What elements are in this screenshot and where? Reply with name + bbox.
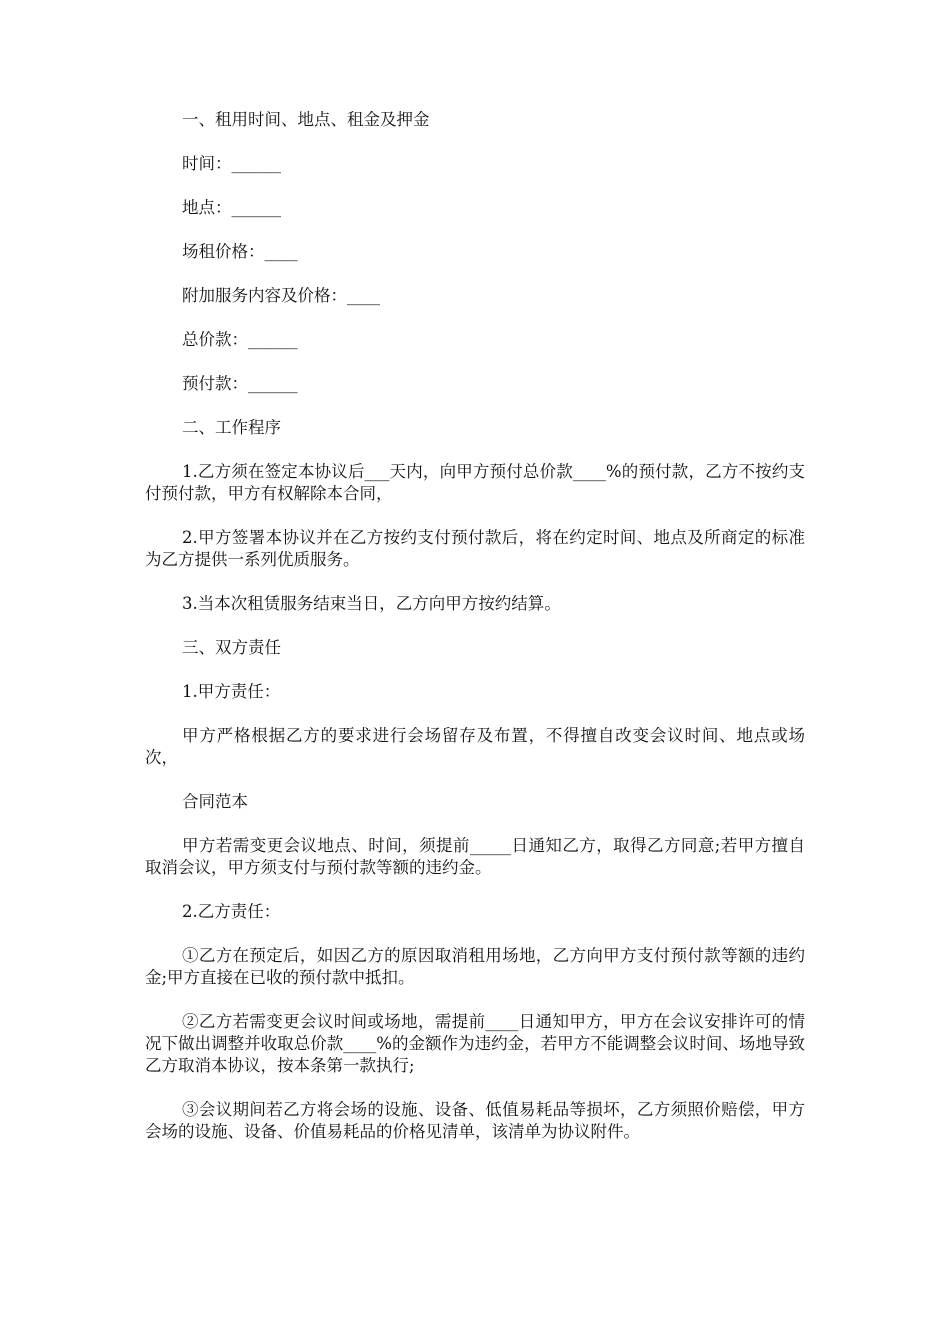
document-body (145, 109, 805, 1165)
field-prepayment: 预付款：______ (182, 374, 298, 393)
field-time: 时间：______ (182, 154, 281, 173)
procedure-clause-3: 3.当本次租赁服务结束当日，乙方向甲方按约结算。 (182, 594, 561, 613)
field-venue-price: 场租价格：____ (182, 242, 298, 261)
field-total-price: 总价款：______ (182, 330, 298, 349)
procedure-clause-1: 1.乙方须在签定本协议后___天内，向甲方预付总价款____%的预付款，乙方不按约支付预付款，甲方有权解除本合同， (145, 462, 805, 503)
procedure-clause-2: 2.甲方签署本协议并在乙方按约支付预付款后，将在约定时间、地点及所商定的标准为乙方提供一系列优质服务。 (145, 528, 805, 569)
party-b-heading: 2.乙方责任： (182, 902, 281, 921)
party-b-clause-2: ②乙方若需变更会议时间或场地，需提前____日通知甲方，甲方在会议安排许可的情况下做出调整并收取总价款____%的金额作为违约金，若甲方不能调整会议时间、场地导致乙方取消本协议，按本条第一款执行; (145, 1012, 805, 1075)
party-b-clause-3: ③会议期间若乙方将会场的设施、设备、低值易耗品等损坏，乙方须照价赔偿，甲方会场的设施、设备、价值易耗品的价格见清单，该清单为协议附件。 (145, 1100, 805, 1141)
field-extra-services: 附加服务内容及价格：____ (182, 286, 380, 305)
party-b-clause-1: ①乙方在预定后，如因乙方的原因取消租用场地，乙方向甲方支付预付款等额的违约金;甲方直接在已收的预付款中抵扣。 (145, 946, 805, 987)
party-a-clause-2: 甲方若需变更会议地点、时间，须提前_____日通知乙方，取得乙方同意;若甲方擅自取消会议，甲方须支付与预付款等额的违约金。 (145, 836, 805, 877)
field-location: 地点：______ (182, 198, 281, 217)
section-heading-3: 三、双方责任 (182, 638, 281, 657)
party-a-heading: 1.甲方责任： (182, 682, 281, 701)
section-heading-1: 一、租用时间、地点、租金及押金 (182, 110, 430, 129)
section-heading-2: 二、工作程序 (182, 418, 281, 437)
party-a-clause-1: 甲方严格根据乙方的要求进行会场留存及布置，不得擅自改变会议时间、地点或场次， (145, 726, 805, 767)
contract-template-label: 合同范本 (182, 792, 248, 811)
